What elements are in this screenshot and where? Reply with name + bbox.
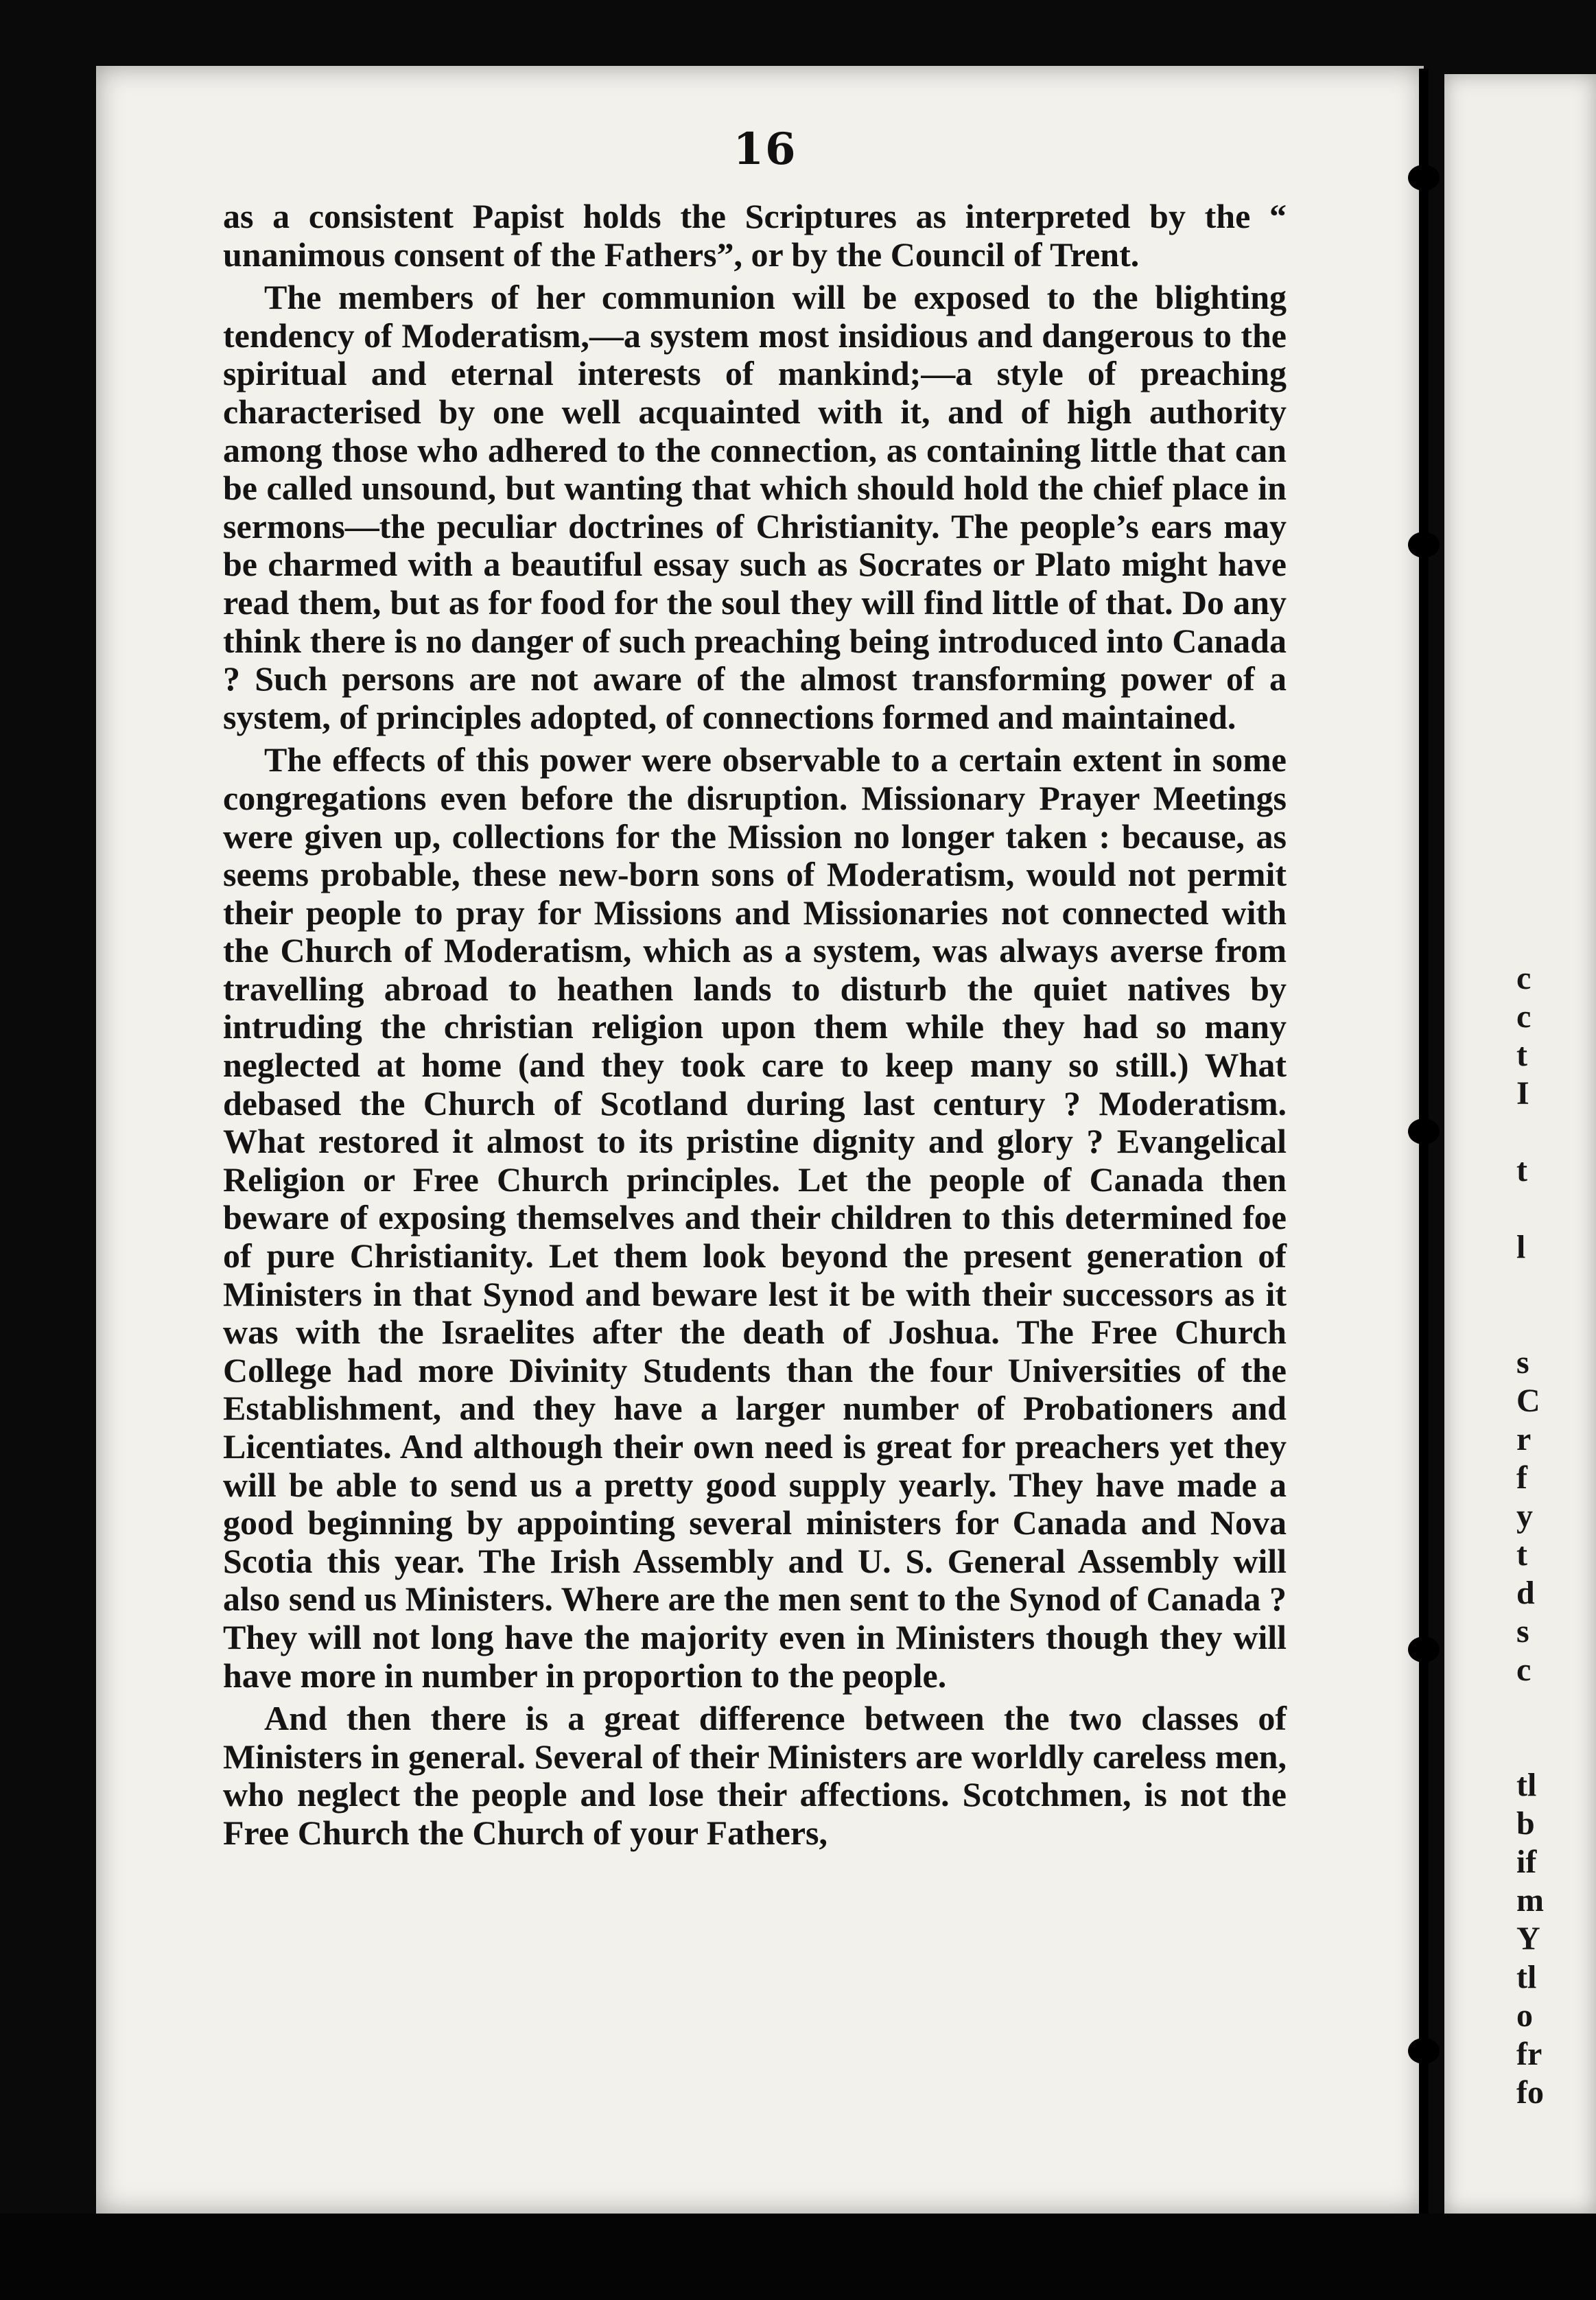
page-number: 16 bbox=[733, 124, 797, 175]
next-page-fragment: tl bbox=[1516, 1767, 1537, 1803]
binding-clip bbox=[1408, 165, 1440, 191]
next-page-fragment: c bbox=[1516, 998, 1532, 1035]
next-page-fragment: s bbox=[1516, 1344, 1529, 1381]
binding-rule bbox=[1419, 69, 1429, 2223]
next-page-fragment: t bbox=[1516, 1037, 1527, 1073]
next-page-fragment: tl bbox=[1516, 1959, 1537, 1995]
binding-clip bbox=[1408, 2038, 1440, 2064]
next-page-fragment: fr bbox=[1516, 2036, 1542, 2072]
next-page-fragment: c bbox=[1516, 960, 1532, 996]
next-page-fragment: I bbox=[1516, 1075, 1529, 1112]
next-page-fragment: m bbox=[1516, 1882, 1544, 1918]
binding-clip bbox=[1408, 1636, 1440, 1663]
next-page-fragment: b bbox=[1516, 1805, 1535, 1842]
next-page-fragment: r bbox=[1516, 1421, 1532, 1457]
next-page-fragment: f bbox=[1516, 1459, 1527, 1496]
next-page-fragment: t bbox=[1516, 1152, 1527, 1188]
next-page-fragment: d bbox=[1516, 1575, 1535, 1611]
page-text bbox=[223, 198, 1287, 1857]
binding-clip bbox=[1408, 532, 1440, 558]
adjacent-page-edge bbox=[1444, 74, 1596, 2214]
next-page-fragment: y bbox=[1516, 1498, 1533, 1534]
scan-border bbox=[0, 2214, 1596, 2300]
binding-clip bbox=[1408, 1118, 1440, 1145]
next-page-fragment: t bbox=[1516, 1536, 1527, 1573]
paragraph: And then there is a great difference between the two classes of Ministers in general. Several of their Ministers are worldly careless men, who neglect the people and lose their affections. Scotchmen, is not the Free Church the Church of your Fathers, bbox=[223, 1699, 1287, 1852]
next-page-fragment: o bbox=[1516, 1997, 1533, 2034]
paragraph: The members of her communion will be exposed to the blighting tendency of Moderatism,—a system most insidious and dangerous to the spiritual and eternal interests of mankind;—a style of preaching characterised by one well acquainted with it, and of high authority among those who adhered to the connection, as containing little that can be called unsound, but wanting that which should hold the chief place in sermons—the peculiar doctrines of Christianity. The people’s ears may be charmed with a beautiful essay such as Socrates or Plato might have read them, but as for food for the soul they will find little of that. Do any think there is no danger of such preaching being introduced into Canada ? Such persons are not aware of the almost transforming power of a system, of principles adopted, of connections formed and maintained. bbox=[223, 278, 1287, 736]
next-page-fragment: fo bbox=[1516, 2074, 1544, 2111]
next-page-fragment: l bbox=[1516, 1229, 1526, 1265]
paragraph: The effects of this power were observable to a certain extent in some congregations even before the disruption. Missionary Prayer Meetings were given up, collections for the Mission no longer taken : because, as seems probable, these new-born sons of Moderatism, would not permit their people to pray for Missions and Missionaries not connected with the Church of Moderatism, which as a system, was always averse from travelling abroad to heathen lands to disturb the quiet natives by intruding the christian religion upon them while they had so many neglected at home (and they took care to keep many so still.) What debased the Church of Scotland during last century ? Moderatism. What restored it almost to its pristine dignity and glory ? Evangelical Religion or Free Church principles. Let the people of Canada then beware of exposing themselves and their children to this determined foe of pure Christianity. Let them look beyond the present generation of Ministers in that Synod and beware lest it be with their successors as it was with the Israelites after the death of Joshua. The Free Church College had more Divinity Students than the four Universities of the Establishment, and they have a larger number of Probationers and Licentiates. And although their own need is great for preachers yet they will be able to send us a pretty good supply yearly. They have made a good beginning by appointing several ministers for Canada and Nova Scotia this year. The Irish Assembly and U. S. General Assembly will also send us Ministers. Where are the men sent to the Synod of Canada ? They will not long have the majority even in Ministers though they will have more in number in proportion to the people. bbox=[223, 740, 1287, 1695]
paragraph: as a consistent Papist holds the Scriptures as interpreted by the “ unanimous consent of the Fathers”, or by the Council of Trent. bbox=[223, 197, 1287, 274]
next-page-fragment: s bbox=[1516, 1613, 1529, 1650]
next-page-fragment: C bbox=[1516, 1383, 1540, 1419]
next-page-fragment: if bbox=[1516, 1844, 1537, 1880]
next-page-fragment: c bbox=[1516, 1652, 1532, 1688]
next-page-fragment: Y bbox=[1516, 1921, 1540, 1957]
